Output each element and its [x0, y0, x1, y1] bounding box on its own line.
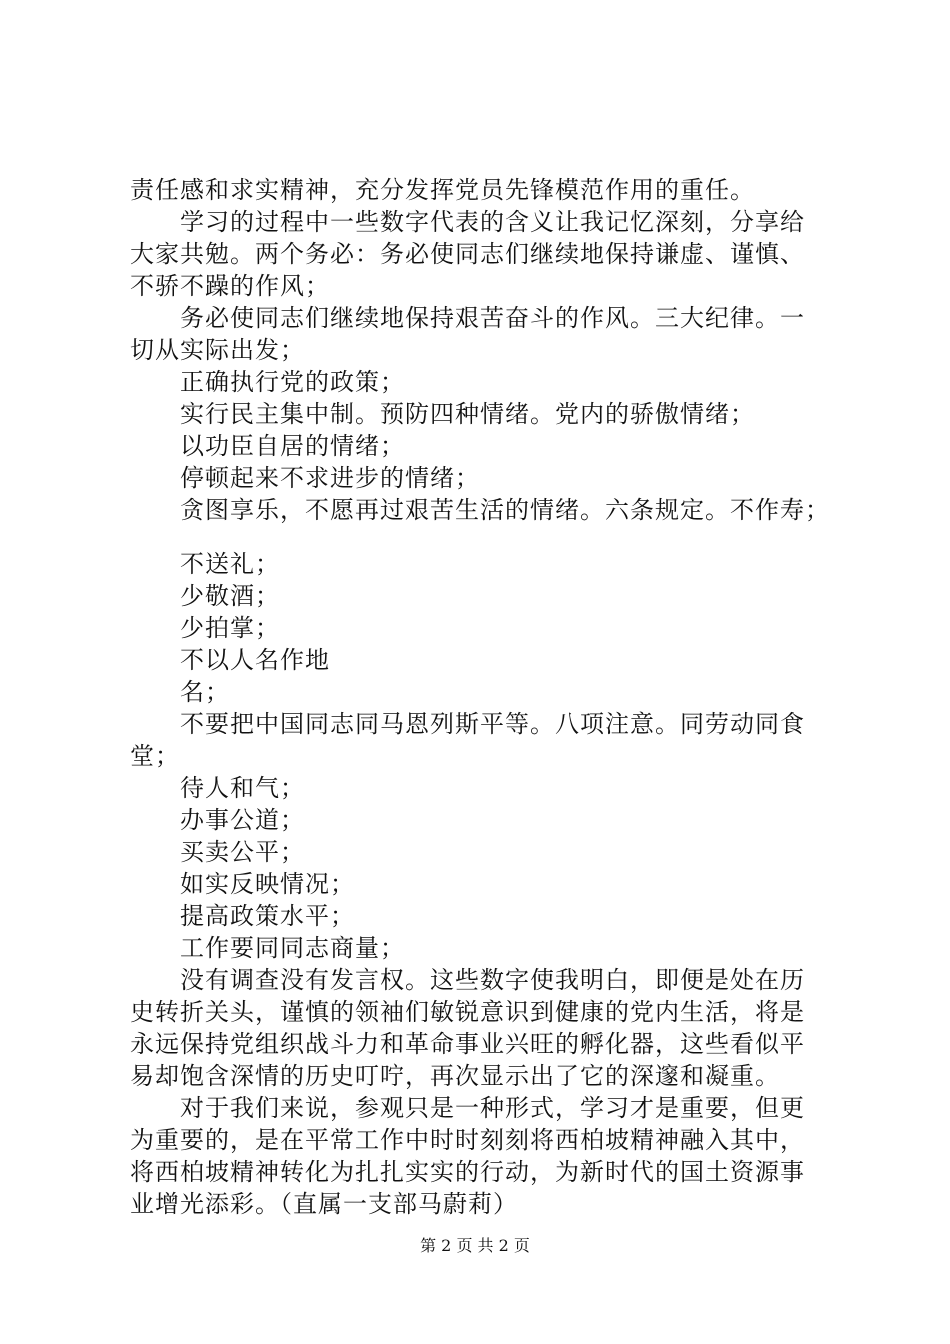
text-line: 将西柏坡精神转化为扎扎实实的行动，为新时代的国土资源事: [130, 1158, 805, 1186]
text-line: 永远保持党组织战斗力和革命事业兴旺的孵化器，这些看似平: [130, 1030, 805, 1058]
text-line: 为重要的，是在平常工作中时时刻刻将西柏坡精神融入其中，: [130, 1126, 805, 1154]
text-line: 责任感和求实精神，充分发挥党员先锋模范作用的重任。: [130, 176, 755, 204]
text-line: 买卖公平；: [180, 838, 305, 866]
text-line: 正确执行党的政策；: [180, 368, 405, 396]
text-line: 少敬酒；: [180, 582, 280, 610]
text-line: 学习的过程中一些数字代表的含义让我记忆深刻，分享给: [180, 208, 805, 236]
text-line: 不以人名作地: [180, 646, 330, 674]
text-line: 不要把中国同志同马恩列斯平等。八项注意。同劳动同食: [180, 710, 805, 738]
text-line: 务必使同志们继续地保持艰苦奋斗的作风。三大纪律。一: [180, 304, 805, 332]
document-body: [130, 174, 845, 1220]
text-line: 切从实际出发；: [130, 336, 305, 364]
page-number-footer: 第 2 页 共 2 页: [420, 1236, 530, 1255]
text-line: 史转折关头，谨慎的领袖们敏锐意识到健康的党内生活，将是: [130, 998, 805, 1026]
text-line: 以功臣自居的情绪；: [180, 432, 405, 460]
text-line: 办事公道；: [180, 806, 305, 834]
text-line: 停顿起来不求进步的情绪；: [180, 464, 480, 492]
text-line: 名；: [180, 678, 230, 706]
text-line: 大家共勉。两个务必：务必使同志们继续地保持谦虚、谨慎、: [130, 240, 805, 268]
text-line: 贪图享乐，不愿再过艰苦生活的情绪。六条规定。不作寿；: [180, 496, 830, 524]
text-line: 提高政策水平；: [180, 902, 355, 930]
text-line: 工作要同同志商量；: [180, 934, 405, 962]
text-line: 易却饱含深情的历史叮咛，再次显示出了它的深邃和凝重。: [130, 1062, 780, 1090]
text-line: 不骄不躁的作风；: [130, 272, 330, 300]
text-line: 待人和气；: [180, 774, 305, 802]
text-line: 少拍掌；: [180, 614, 280, 642]
blank-gap: [130, 526, 845, 548]
text-line: 对于我们来说，参观只是一种形式，学习才是重要，但更: [180, 1094, 805, 1122]
text-line: 如实反映情况；: [180, 870, 355, 898]
text-line: 堂；: [130, 742, 180, 770]
text-line: 没有调查没有发言权。这些数字使我明白，即便是处在历: [180, 966, 805, 994]
text-line: 不送礼；: [180, 550, 280, 578]
text-line: 实行民主集中制。预防四种情绪。党内的骄傲情绪；: [180, 400, 755, 428]
text-line: 业增光添彩。（直属一支部马蔚莉）: [130, 1190, 518, 1218]
